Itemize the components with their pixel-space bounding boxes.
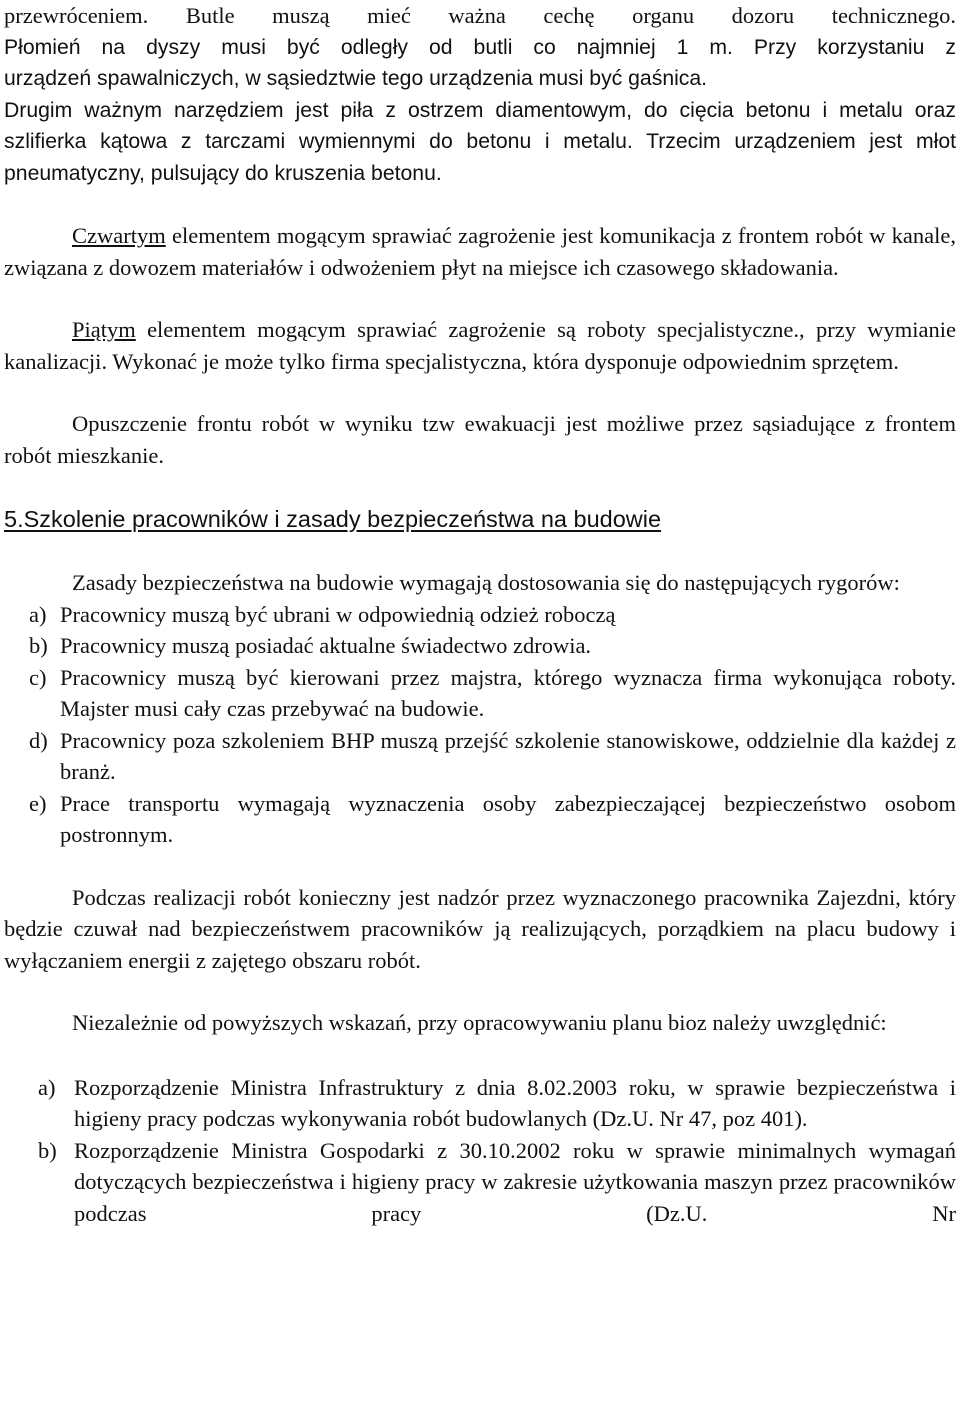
paragraph-czwartym <box>4 220 956 283</box>
list-marker: b) <box>38 1137 57 1163</box>
list-marker: e) <box>29 790 47 816</box>
list-marker: d) <box>29 727 48 753</box>
paragraph-lead: Czwartym <box>72 223 166 248</box>
paragraph-niezaleznie: Niezależnie od powyższych wskazań, przy opracowywaniu planu bioz należy uwzględnić: <box>72 1010 887 1035</box>
paragraph-lead: Piątym <box>72 317 136 342</box>
text-line: przewróceniem. Butle muszą mieć ważna cechę organu dozoru technicznego. <box>4 3 956 28</box>
list-item <box>29 599 956 631</box>
paragraph-body: elementem mogącym sprawiać zagrożenie są roboty specjalistyczne., przy wymianie kanalizacji. Wykonać je może tylko firma specjalistyczna, która dysponuje odpowiednim sprzętem. <box>4 317 956 374</box>
regulations-list <box>4 1072 956 1230</box>
paragraph-opuszczenie: Opuszczenie frontu robót w wyniku tzw ewakuacji jest możliwe przez sąsiadujące z frontem robót mieszkanie. <box>4 411 956 468</box>
list-item <box>29 630 956 662</box>
list-text: Rozporządzenie Ministra Infrastruktury z dnia 8.02.2003 roku, w sprawie bezpieczeństwa i higieny pracy podczas wykonywania robót budowlanych (Dz.U. Nr 47, poz 401). <box>74 1074 956 1131</box>
text-line: Płomień na dyszy musi być odległy od butli co najmniej 1 m. Przy korzystaniu z <box>4 35 956 59</box>
text-line: urządzeń spawalniczych, w sąsiedztwie tego urządzenia musi być gaśnica. <box>4 67 708 90</box>
list-marker: a) <box>38 1074 56 1100</box>
paragraph-piatym <box>4 314 956 377</box>
list-item <box>29 725 956 788</box>
list-text: Pracownicy muszą posiadać aktualne świadectwo zdrowia. <box>60 633 592 658</box>
list-text: Pracownicy poza szkoleniem BHP muszą przejść szkolenie stanowiskowe, oddzielnie dla każdej z branż. <box>60 727 956 784</box>
section-heading: 5.Szkolenie pracowników i zasady bezpieczeństwa na budowie <box>4 506 662 532</box>
rules-list <box>4 599 956 851</box>
list-item <box>38 1072 956 1135</box>
list-marker: c) <box>29 664 47 690</box>
list-item <box>38 1135 956 1230</box>
paragraph-body: elementem mogącym sprawiać zagrożenie jest komunikacja z frontem robót w kanale, związana z dowozem materiałów i odwożeniem płyt na miejsce ich czasowego składowania. <box>4 223 956 280</box>
list-item <box>29 662 956 725</box>
intro-block <box>4 0 956 189</box>
list-text: Prace transportu wymagają wyznaczenia osoby zabezpieczającej bezpieczeństwo osobom postronnym. <box>60 790 956 847</box>
list-text: Rozporządzenie Ministra Gospodarki z 30.10.2002 roku w sprawie minimalnych wymagań dotyczących bezpieczeństwa i higieny pracy w zakresie użytkowania maszyn przez pracowników podczas pracy (Dz.U. Nr <box>74 1137 956 1226</box>
list-marker: a) <box>29 601 47 627</box>
list-marker: b) <box>29 633 48 658</box>
list-text: Pracownicy muszą być kierowani przez majstra, którego wyznacza firma wykonująca roboty. Majster musi cały czas przebywać na budowie. <box>60 664 956 721</box>
list-item <box>29 788 956 851</box>
paragraph-podczas: Podczas realizacji robót konieczny jest nadzór przez wyznaczonego pracownika Zajezdni, który będzie czuwał nad bezpieczeństwem pracowników ją realizujących, porządkiem na placu budowy i wyłączaniem energii z zajętego obszaru robót. <box>4 884 956 973</box>
document-page <box>4 0 956 1229</box>
list-text: Pracownicy muszą być ubrani w odpowiednią odzież roboczą <box>60 601 616 627</box>
paragraph-zasady: Zasady bezpieczeństwa na budowie wymagają dostosowania się do następujących rygorów: <box>72 570 900 595</box>
paragraph-tools: Drugim ważnym narzędziem jest piła z ostrzem diamentowym, do cięcia betonu i metalu oraz szlifierka kątowa z tarczami wymiennymi do betonu i metalu. Trzecim urządzeniem jest młot pneumatyczny, pulsujący do kruszenia betonu. <box>4 98 956 185</box>
